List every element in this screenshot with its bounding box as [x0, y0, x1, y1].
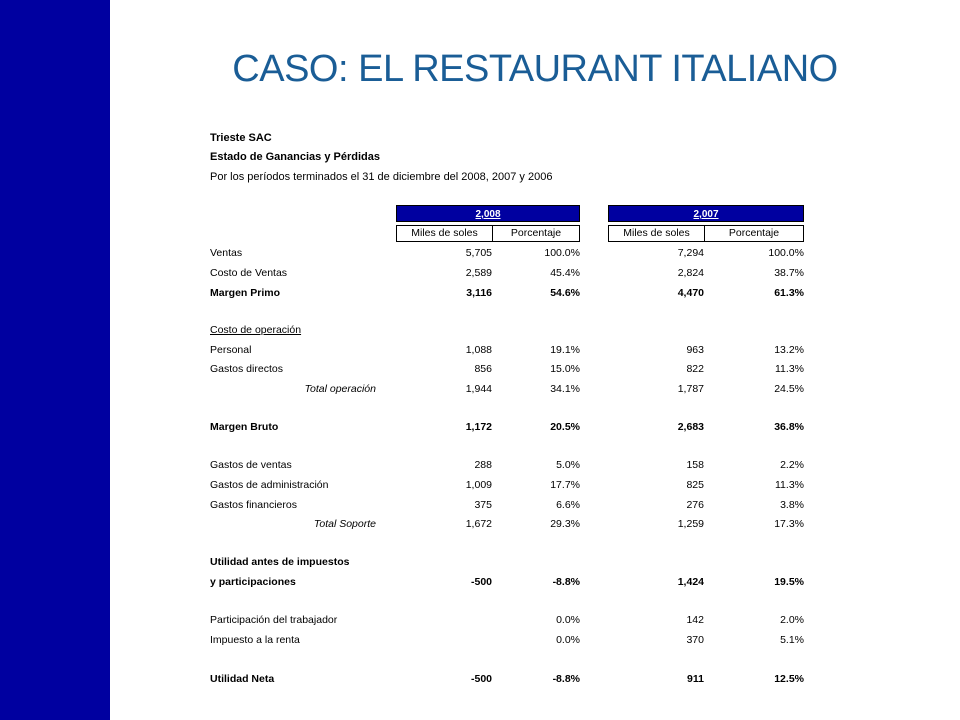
value-2007: 142 [686, 614, 704, 626]
table-row [0, 285, 960, 302]
pct-2008: 45.4% [550, 267, 580, 279]
value-2007: 370 [686, 634, 704, 646]
row-label: Impuesto a la renta [210, 634, 300, 646]
table-row [0, 497, 960, 514]
pct-2007: 2.2% [780, 459, 804, 471]
pct-2008: 19.1% [550, 344, 580, 356]
table-row [0, 516, 960, 533]
value-2007: 963 [686, 344, 704, 356]
pct-2008: -8.8% [552, 576, 580, 588]
row-label: Gastos financieros [210, 499, 297, 511]
row-label: Participación del trabajador [210, 614, 338, 626]
value-2008: 856 [474, 363, 492, 375]
pct-2008: 6.6% [556, 499, 580, 511]
year-header-2008: 2,008 [396, 205, 580, 222]
value-2008: 1,672 [465, 518, 492, 530]
value-2008: 1,172 [465, 421, 492, 433]
row-label: Total Soporte [313, 518, 376, 530]
pct-2008: 17.7% [550, 479, 580, 491]
value-2007: 1,787 [677, 383, 704, 395]
pct-2007: 36.8% [774, 421, 804, 433]
row-label: y participaciones [210, 576, 296, 588]
pct-header-2007: Porcentaje [704, 225, 804, 242]
pct-2007: 5.1% [780, 634, 804, 646]
value-2007: 276 [686, 499, 704, 511]
pct-2007: 19.5% [774, 576, 804, 588]
row-label: Margen Primo [210, 287, 281, 299]
table-row [0, 554, 960, 571]
pct-2007: 100.0% [768, 247, 804, 259]
pct-2008: 29.3% [550, 518, 580, 530]
pct-2007: 2.0% [780, 614, 804, 626]
row-label: Margen Bruto [210, 421, 279, 433]
pct-header-2008: Porcentaje [492, 225, 580, 242]
value-2008: 3,116 [466, 287, 492, 299]
pct-2007: 3.8% [780, 499, 804, 511]
value-2008: 375 [474, 499, 492, 511]
pct-2007: 17.3% [774, 518, 804, 530]
value-2007: 2,683 [677, 421, 704, 433]
section-label: Costo de operación [210, 324, 302, 336]
pct-2008: 100.0% [544, 247, 580, 259]
table-row [0, 457, 960, 474]
table-row [0, 574, 960, 591]
pct-2007: 38.7% [774, 267, 804, 279]
row-label: Gastos de administración [210, 479, 329, 491]
pct-2008: 34.1% [550, 383, 580, 395]
pct-2008: 0.0% [556, 634, 580, 646]
value-2008: 5,705 [465, 247, 492, 259]
table-row [0, 381, 960, 398]
row-label: Personal [210, 344, 252, 356]
pct-2007: 61.3% [774, 287, 804, 299]
pct-2007: 11.3% [775, 479, 804, 491]
value-2008: 2,589 [465, 267, 492, 279]
statement-period: Por los períodos terminados el 31 de diciembre del 2008, 2007 y 2006 [210, 171, 553, 183]
value-2007: 822 [686, 363, 704, 375]
table-row [0, 477, 960, 494]
value-2008: -500 [470, 576, 492, 588]
miles-header-2008: Miles de soles [396, 225, 493, 242]
row-label: Utilidad antes de impuestos [210, 556, 350, 568]
row-label: Ventas [210, 247, 243, 259]
value-2007: 825 [686, 479, 704, 491]
pct-2008: -8.8% [552, 673, 580, 685]
pct-2007: 24.5% [774, 383, 804, 395]
table-row [0, 632, 960, 649]
value-2007: 7,294 [677, 247, 704, 259]
row-label: Gastos directos [210, 363, 283, 375]
table-row [0, 612, 960, 629]
table-row [0, 265, 960, 282]
miles-header-2007: Miles de soles [608, 225, 705, 242]
row-label: Costo de Ventas [210, 267, 288, 279]
value-2008: -500 [470, 673, 492, 685]
value-2007: 911 [687, 673, 704, 685]
year-header-2007: 2,007 [608, 205, 804, 222]
pct-2007: 12.5% [774, 673, 804, 685]
company-name: Trieste SAC [210, 132, 272, 144]
value-2008: 1,944 [465, 383, 492, 395]
pct-2007: 11.3% [775, 363, 804, 375]
table-row [0, 322, 960, 339]
pct-2007: 13.2% [774, 344, 804, 356]
row-label: Utilidad Neta [210, 673, 275, 685]
table-row [0, 245, 960, 262]
value-2007: 1,259 [677, 518, 704, 530]
value-2007: 1,424 [677, 576, 704, 588]
value-2008: 1,009 [465, 479, 492, 491]
table-row [0, 361, 960, 378]
value-2008: 288 [474, 459, 492, 471]
value-2007: 4,470 [677, 287, 704, 299]
value-2007: 2,824 [677, 267, 704, 279]
row-label: Gastos de ventas [210, 459, 292, 471]
table-row [0, 342, 960, 359]
pct-2008: 0.0% [556, 614, 580, 626]
pct-2008: 15.0% [550, 363, 580, 375]
pct-2008: 20.5% [550, 421, 580, 433]
table-row [0, 419, 960, 436]
slide-title: CASO: EL RESTAURANT ITALIANO [232, 48, 838, 90]
pct-2008: 5.0% [556, 459, 580, 471]
table-row [0, 671, 960, 688]
value-2007: 158 [686, 459, 704, 471]
statement-name: Estado de Ganancias y Pérdidas [210, 151, 380, 163]
row-label: Total operación [304, 383, 376, 395]
pct-2008: 54.6% [550, 287, 580, 299]
value-2008: 1,088 [465, 344, 492, 356]
